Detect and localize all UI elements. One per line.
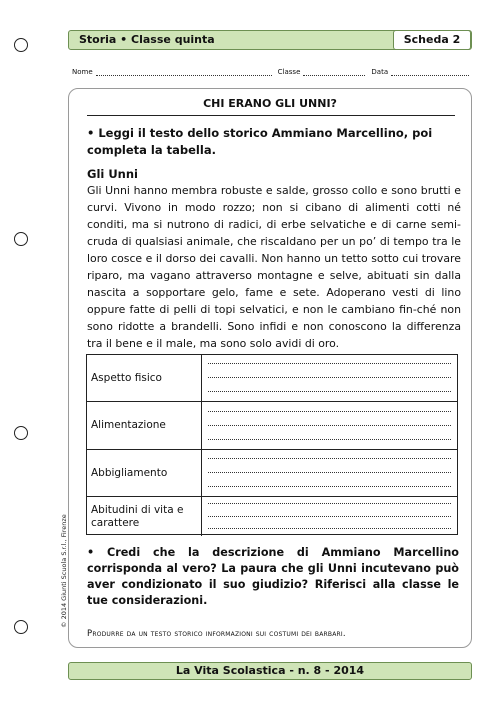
text-title: Gli Unni xyxy=(87,167,138,181)
date-field-label: Data xyxy=(371,68,389,76)
table-row xyxy=(87,450,457,497)
answer-table xyxy=(86,354,458,535)
date-field[interactable] xyxy=(371,68,469,76)
student-fields xyxy=(72,68,472,76)
learning-objective: Produrre da un testo storico informazioni sui costumi dei barbari. xyxy=(87,629,346,639)
name-field-label: Nome xyxy=(72,68,93,76)
binder-hole-3 xyxy=(14,426,28,440)
answer-lines-alimentazione[interactable] xyxy=(202,402,457,449)
header-bar xyxy=(68,30,472,50)
table-row xyxy=(87,402,457,450)
copyright-note: © 2014 Giunti Scuola S.r.l., Firenze xyxy=(60,514,68,628)
sheet-number: Scheda 2 xyxy=(393,30,471,50)
subject-label: Storia • Classe quinta xyxy=(79,33,215,46)
binder-hole-1 xyxy=(14,38,28,52)
binder-hole-2 xyxy=(14,232,28,246)
class-field[interactable] xyxy=(278,68,366,76)
row-label-aspetto: Aspetto fisico xyxy=(87,355,202,401)
row-label-alimentazione: Alimentazione xyxy=(87,402,202,449)
worksheet-card xyxy=(68,88,472,648)
reflection-question: • Credi che la descrizione di Ammiano Marcellino corrisponda al vero? La paura che gli Unni incutevano può aver condizionato il suo giudizio? Riferisci alla classe le tue considerazioni. xyxy=(87,546,459,607)
title-divider xyxy=(87,115,455,116)
footer-bar: La Vita Scolastica - n. 8 - 2014 xyxy=(68,662,472,680)
class-field-label: Classe xyxy=(277,68,301,76)
row-label-abbigliamento: Abbigliamento xyxy=(87,450,202,496)
answer-lines-abitudini[interactable] xyxy=(202,497,457,536)
row-label-abitudini: Abitudini di vita e carattere xyxy=(87,497,202,536)
table-row xyxy=(87,355,457,402)
answer-lines-aspetto[interactable] xyxy=(202,355,457,401)
reading-instruction: • Leggi il testo dello storico Ammiano Marcellino, poi completa la tabella. xyxy=(87,126,433,157)
binder-hole-4 xyxy=(14,620,28,634)
answer-lines-abbigliamento[interactable] xyxy=(202,450,457,496)
worksheet-title: CHI ERANO GLI UNNI? xyxy=(203,97,337,110)
name-field[interactable] xyxy=(72,68,272,76)
table-row xyxy=(87,497,457,536)
reading-text: Gli Unni hanno membra robuste e salde, grosso collo e sono brutti e curvi. Vivono in modo rozzo; non si cibano di alimenti cotti né conditi, ma si nutrono di radici, di erbe selvatiche e di carne semi-cruda di qualsiasi animale, che riscaldano per un po’ di tempo tra le loro cosce e il dorso dei cavalli. Non hanno un tetto sotto cui trovare riparo, ma vagano attraverso montagne e selve, abituati sin dalla nascita a sopportare gelo, fame e sete. Adoperano vesti di lino oppure fatte di pelli di topi selvatici, e non le cambiano fin-ché non sono ridotte a brandelli. Sono infidi e non conoscono la differenza tra il bene e il male, ma sono solo avidi di oro. xyxy=(87,184,461,350)
